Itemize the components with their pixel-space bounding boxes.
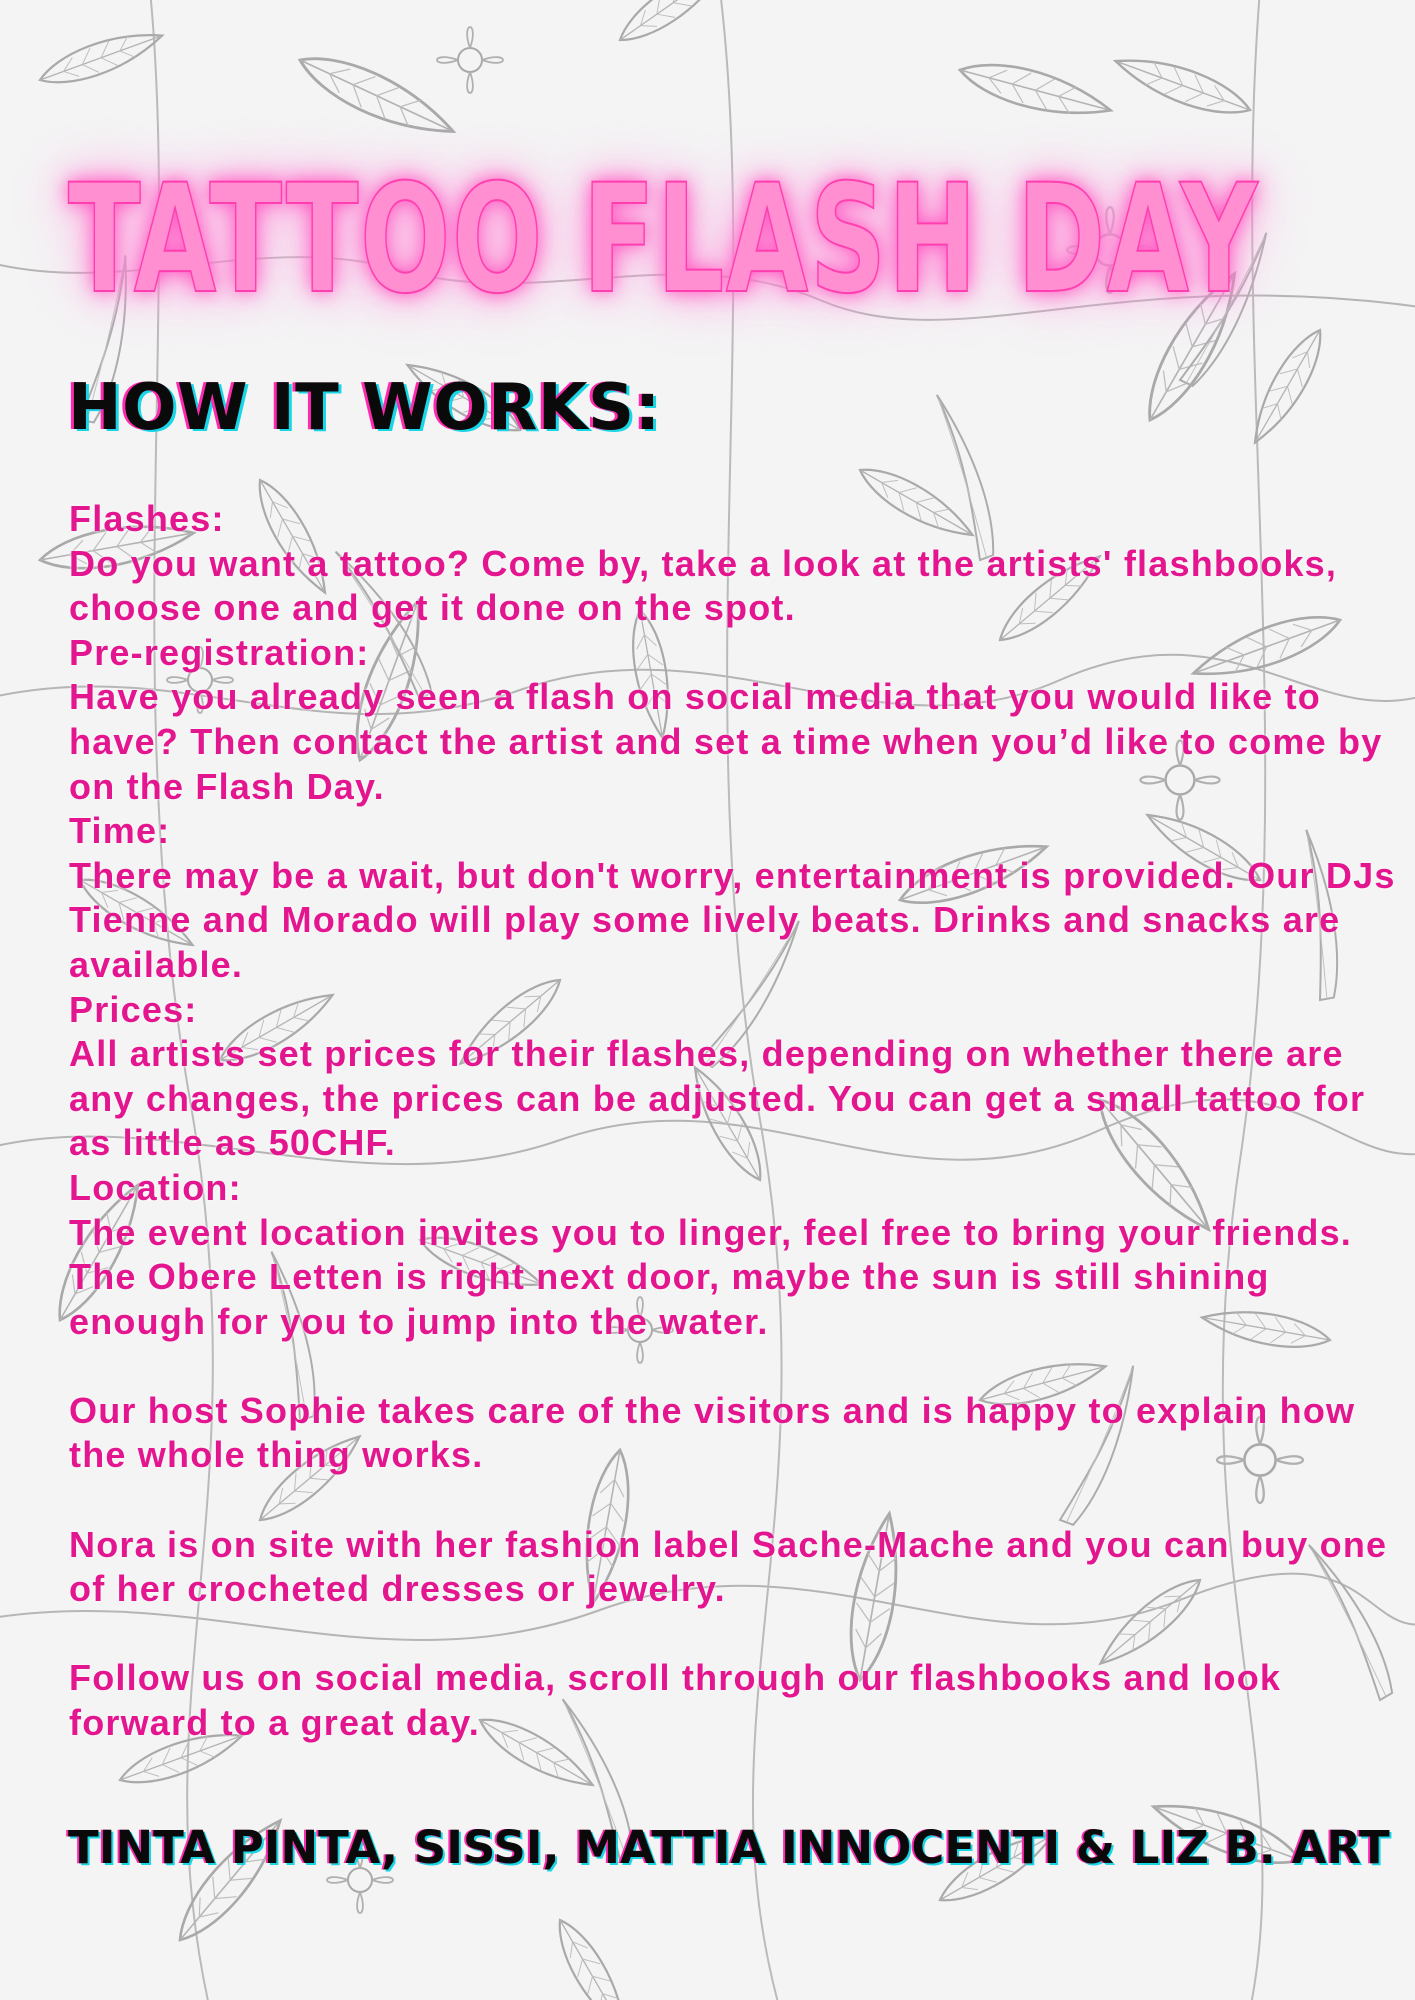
fashion-paragraph: Nora is on site with her fashion label Sache-Mache and you can buy one of her crocheted dresses or jewelry. [69,1523,1388,1610]
poster-title: TATTOO FLASH DAY [68,153,1259,327]
social-paragraph: Follow us on social media, scroll through our flashbooks and look forward to a great day. [69,1657,1282,1744]
section-text-time: There may be a wait, but don't worry, entertainment is provided. Our DJs Tienne and Morado will play some lively beats. Drinks and snacks are available. [69,854,1396,985]
section-heading-pre-registration: Pre-registration: [69,631,370,673]
paragraph-gap [69,1478,1399,1523]
section-text-prices: All artists set prices for their flashes, depending on whether there are any changes, the prices can be adjusted. You can get a small tattoo for as little as 50CHF. [69,1033,1366,1164]
section-heading-prices: Prices: [69,988,198,1030]
artists-line: TINTA PINTA, SISSI, MATTIA INNOCENTI & LIZ B. ART [68,1821,1390,1874]
section-heading-flashes: Flashes: [69,498,225,539]
section-text-pre-registration: Have you already seen a flash on social media that you would like to have? Then contact the artist and set a time when you’d like to come by on the Flash Day. [69,676,1383,807]
section-heading-time: Time: [69,810,171,852]
paragraph-gap [69,1344,1399,1389]
host-paragraph: Our host Sophie takes care of the visitors and is happy to explain how the whole thing works. [69,1389,1356,1476]
section-text-flashes: Do you want a tattoo? Come by, take a look at the artists' flashbooks, choose one and get it done on the spot. [69,542,1338,629]
how-it-works-heading: HOW IT WORKS: [68,371,661,445]
section-heading-location: Location: [69,1166,242,1208]
paragraph-gap [69,1612,1399,1657]
section-text-location: The event location invites you to linger, feel free to bring your friends. The Obere Letten is right next door, maybe the sun is still shining enough for you to jump into the water. [69,1211,1353,1342]
body-text [69,497,1399,1746]
